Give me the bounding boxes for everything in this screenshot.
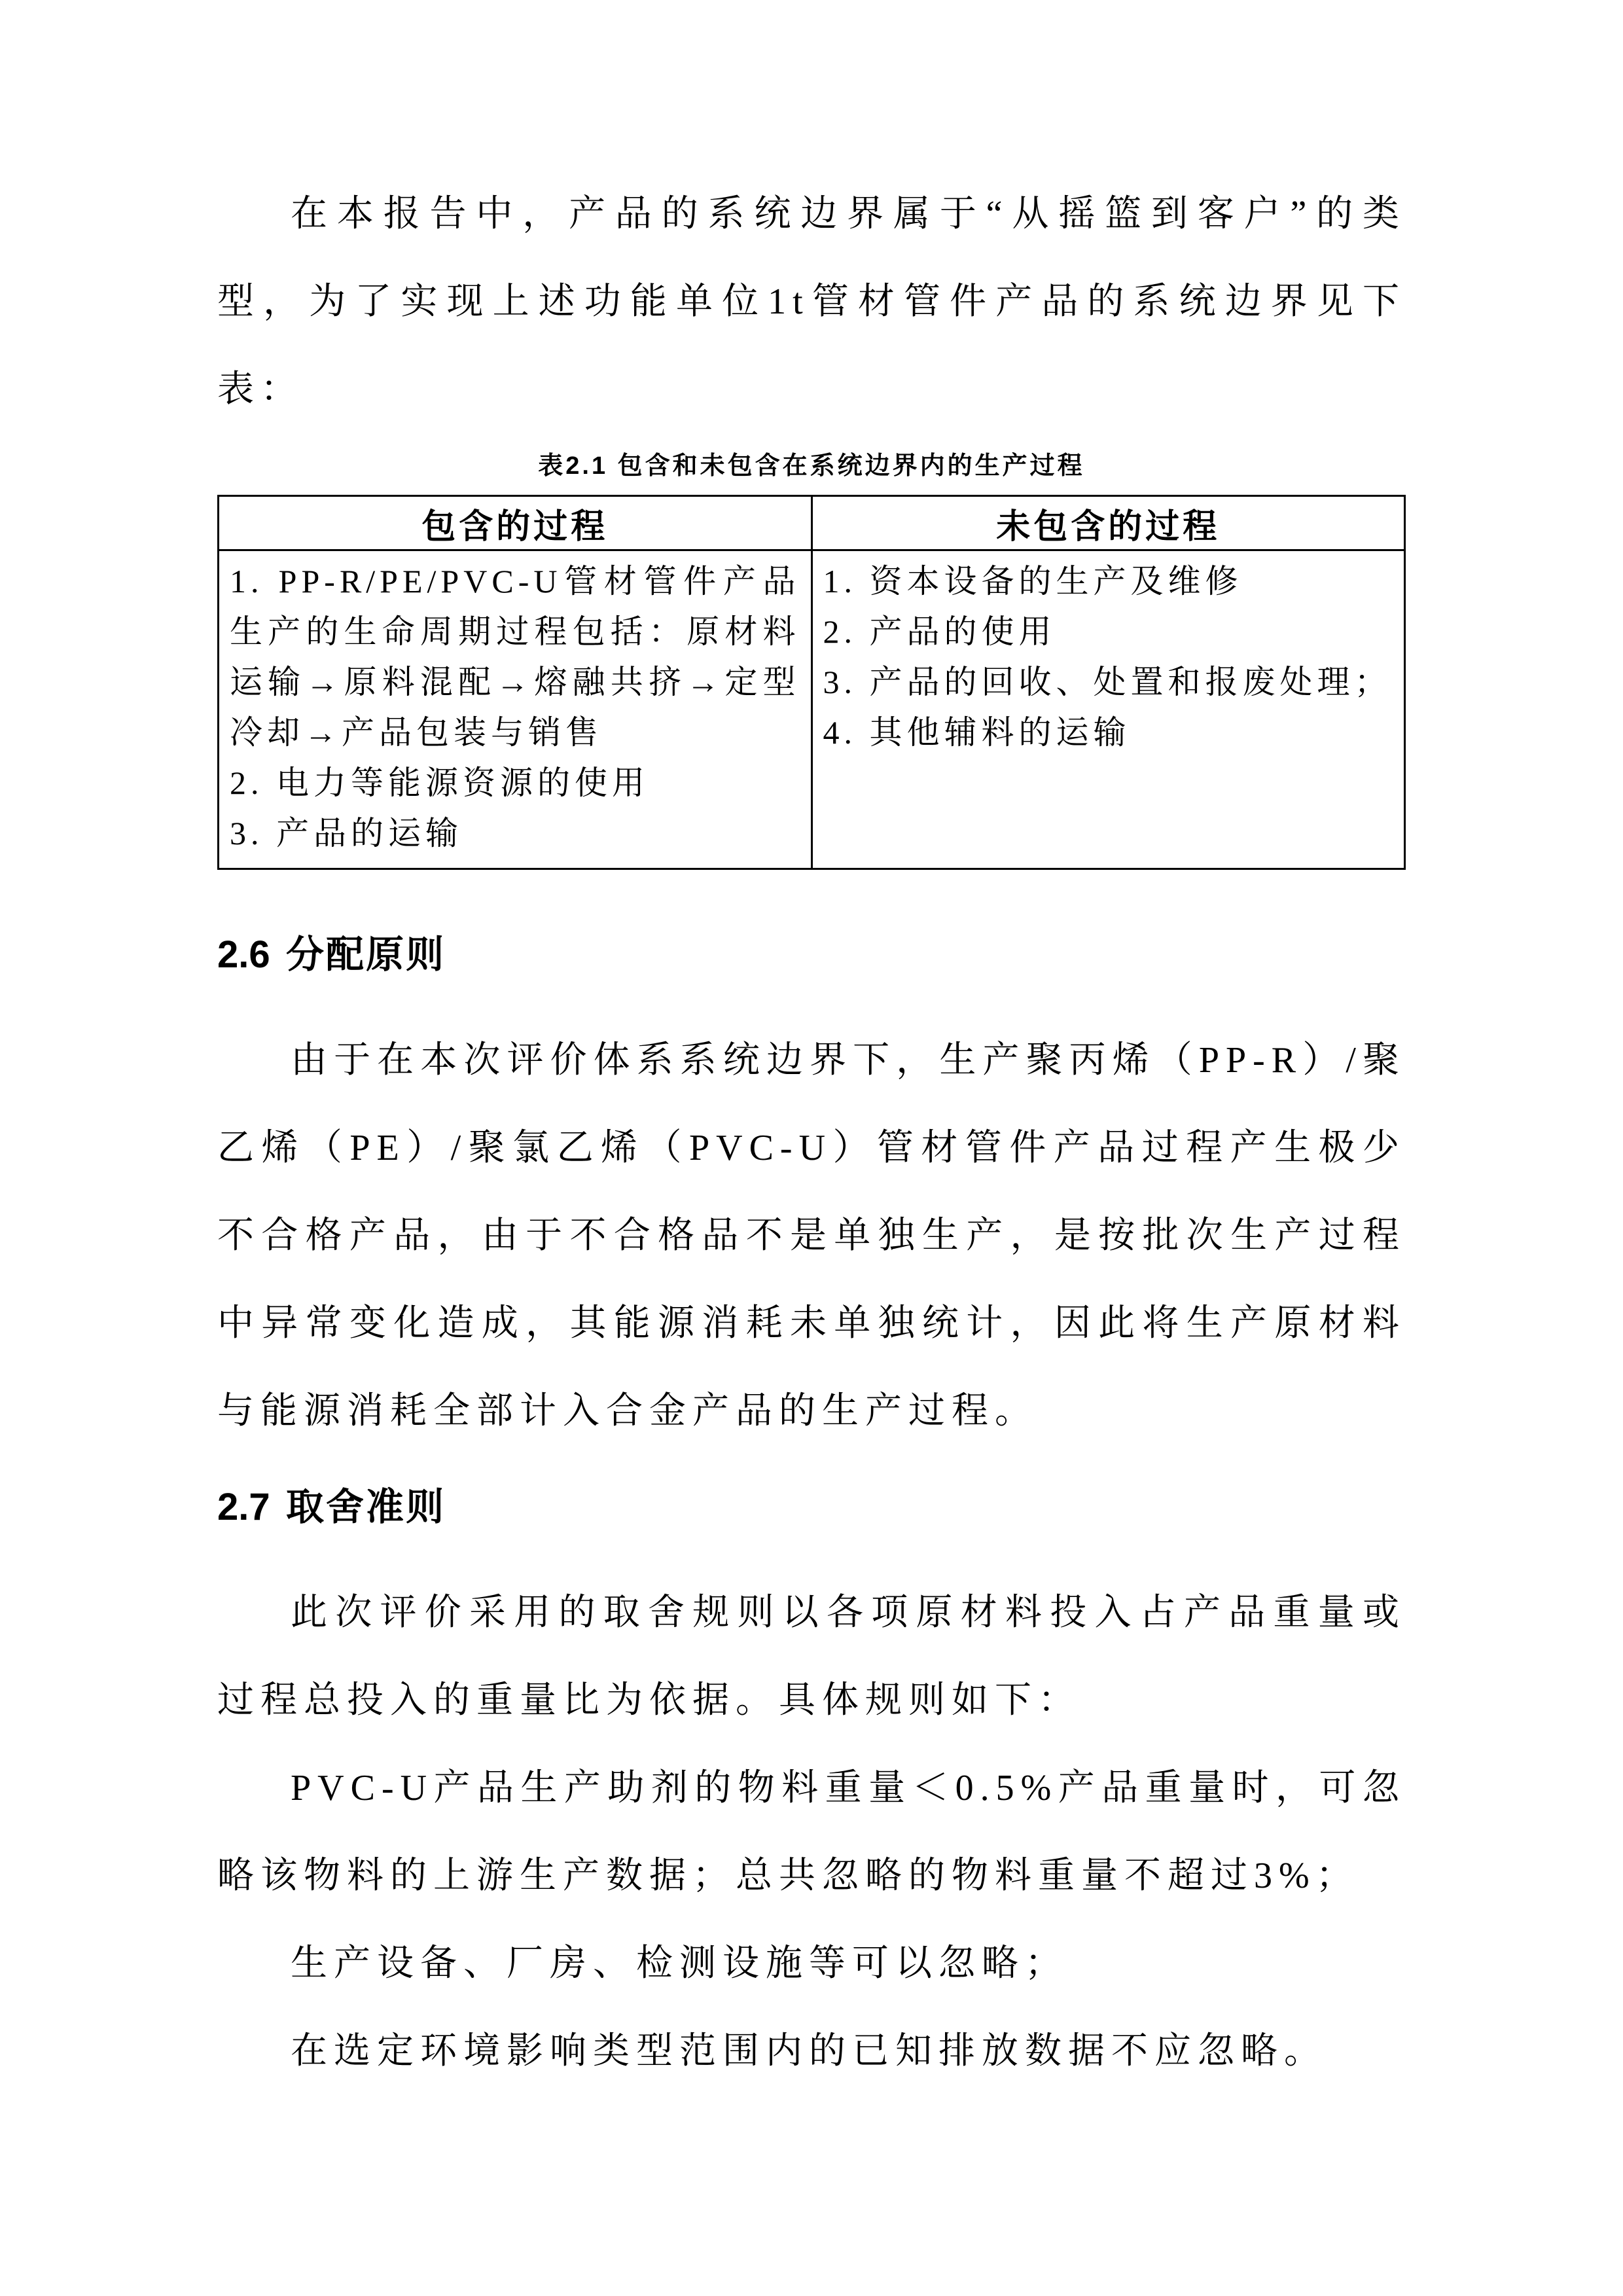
- section-2-7-title: 取舍准则: [286, 1486, 446, 1528]
- section-2-6-number: 2.6: [217, 933, 270, 976]
- excluded-processes-cell: [812, 550, 1405, 869]
- cutoff-paragraph-intro: 此次评价采用的取舍规则以各项原材料投入占产品重量或过程总投入的重量比为依据。具体规则如下：: [217, 1592, 1406, 1721]
- section-2-6-heading: [217, 935, 1406, 975]
- included-item-1: 1. PP-R/PE/PVC-U管材管件产品生产的生命周期过程包括：原材料运输→原料混配→熔融共挤→定型冷却→产品包装与销售: [230, 563, 800, 751]
- system-boundary-table: [217, 495, 1406, 870]
- table-body-row: [219, 550, 1405, 869]
- cutoff-rule-equipment: 生产设备、厂房、检测设施等可以忽略；: [291, 1943, 1068, 1984]
- included-item-3: 3. 产品的运输: [230, 815, 463, 852]
- table-header-included: 包含的过程: [219, 496, 812, 550]
- allocation-paragraph: 由于在本次评价体系系统边界下，生产聚丙烯（PP-R）/聚乙烯（PE）/聚氯乙烯（PVC-U）管材管件产品过程产生极少不合格产品，由于不合格品不是单独生产，是按批次生产过程中异常变化造成，其能源消耗未单独统计，因此将生产原材料与能源消耗全部计入合金产品的生产过程。: [217, 1040, 1406, 1431]
- section-2-7-heading: [217, 1488, 1406, 1527]
- cutoff-rule-known-emissions: 在选定环境影响类型范围内的已知排放数据不应忽略。: [291, 2031, 1327, 2072]
- table-caption: 表2.1 包含和未包含在系统边界内的生产过程: [538, 452, 1085, 480]
- excluded-item-4: 4. 其他辅料的运输: [823, 714, 1131, 751]
- section-2-6-title: 分配原则: [286, 933, 446, 976]
- table-header-row: [219, 496, 1405, 550]
- excluded-item-3: 3. 产品的回收、处置和报废处理；: [823, 664, 1392, 700]
- intro-paragraph: 在本报告中，产品的系统边界属于“从摇篮到客户”的类型，为了实现上述功能单位1t管材管件产品的系统边界见下表：: [217, 194, 1406, 410]
- excluded-item-2: 2. 产品的使用: [823, 613, 1056, 650]
- section-2-7-number: 2.7: [217, 1486, 270, 1528]
- included-processes-cell: [219, 550, 812, 869]
- table-header-excluded: 未包含的过程: [812, 496, 1405, 550]
- cutoff-rule-material-weight: PVC-U产品生产助剂的物料重量＜0.5%产品重量时，可忽略该物料的上游生产数据；总共忽略的物料重量不超过3%；: [217, 1768, 1406, 1896]
- excluded-item-1: 1. 资本设备的生产及维修: [823, 563, 1243, 600]
- included-item-2: 2. 电力等能源资源的使用: [230, 764, 649, 801]
